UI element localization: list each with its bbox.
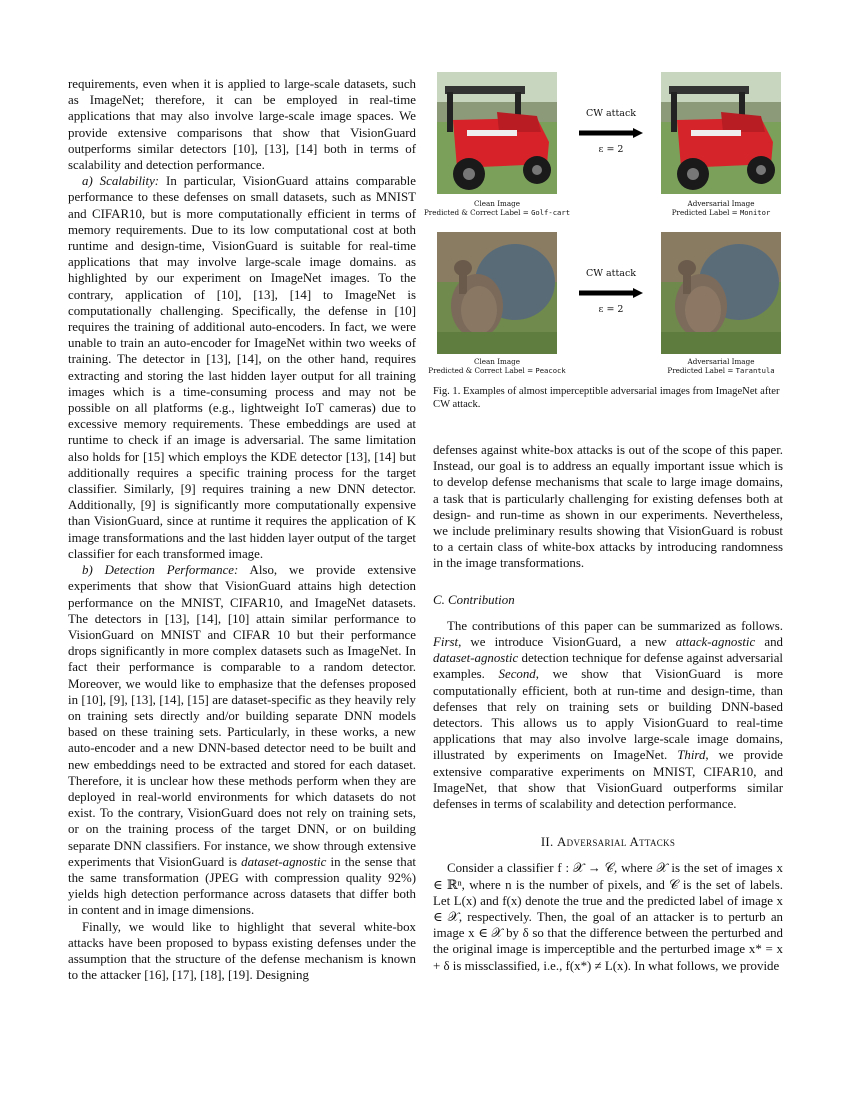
caption-title: Adversarial Image xyxy=(687,199,755,208)
golf-cart-adversarial-image xyxy=(661,72,781,194)
run-in-heading: a) Scalability: xyxy=(82,174,160,189)
figure-1 xyxy=(423,72,783,412)
predicted-label: Tarantula xyxy=(735,366,775,375)
attack-label: CW attack xyxy=(585,268,637,279)
paragraph-scalability xyxy=(68,173,416,562)
paragraph-text: , we provide extensive comparative experiments on MNIST, CIFAR10, and ImageNet, that show that VisionGuard outperforms similar defenses in terms of scalability and detection performance. xyxy=(433,748,783,812)
run-in-heading: b) Detection Performance: xyxy=(82,563,239,578)
paragraph-text: , we show that VisionGuard is more computationally efficient, both at run-time and design-time, than defenses that rely on training sets or building DNN-based detectors. This allows us to apply VisionGuard to real-time applications that may also involve large-scale image domains, illustrated by experiments on ImageNet. xyxy=(433,667,783,763)
section-heading-contribution: C. Contribution xyxy=(433,592,515,607)
paragraph: defenses against white-box attacks is out of the scope of this paper. Instead, our goal is to address an equally important issue which is to develop defense mechanisms that scale to large image domains, a task that is particularly challenging for existing defenses both at design- and run-time as shown in our experiments. Nevertheless, we include preliminary results showing that VisionGuard is robust to a certain class of white-box attacks by introducing randomness in the image transformations. xyxy=(433,443,783,571)
section-title: Adversarial Attacks xyxy=(557,835,676,850)
caption-label xyxy=(422,366,572,375)
predicted-label: Golf-cart xyxy=(531,208,571,217)
caption-title: Clean Image xyxy=(473,199,521,208)
paragraph-detection-performance xyxy=(68,562,416,918)
paragraph-text: Also, we provide extensive experiments that show that VisionGuard attains high detection performance on the MNIST, CIFAR10, and ImageNet datasets. The detectors in [13], [14], [10] attain similar performance to VisionGuard on MNIST and CIFAR 10 but their performance drops significantly in more complex datasets such as ImageNet. In fact their performance is comparable to a random detector. Moreover, we would like to emphasize that the defenses proposed in [10], [9], [13], [14], [15] are dataset-specific as they heavily rely on training sets directly and/or building separate DNN models based on these training sets. Particularly, in these works, a new auto-encoder and a new DNN-based detector need to be built and new embeddings need to be extracted and stored for each dataset. Therefore, it is unclear how these methods perform when they are deployed in real-world environments for which datasets do not exist. To the contrary, VisionGuard does not rely on training sets, or on the training process of the target DNN, or on building separate DNN classifiers. For instance, we show through extensive experiments that VisionGuard is xyxy=(68,563,416,869)
label-prefix: Predicted & Correct Label = xyxy=(423,208,532,217)
caption-title: Adversarial Image xyxy=(687,357,755,366)
epsilon-label: ε = 2 xyxy=(598,144,624,155)
attack-label: CW attack xyxy=(585,108,637,119)
emphasis: dataset-agnostic xyxy=(241,854,327,869)
golf-cart-clean-image xyxy=(437,72,557,194)
paragraph-text: In particular, VisionGuard attains comparable performance to these defenses on small datasets, such as MNIST and CIFAR10, but is more computationally efficient in terms of memory requirements. Due to its low computational cost at both runtime and design-time, VisionGuard is suitable for real-time applications that may involve large-scale image domains. as highlighted by our experiment on ImageNet images. To the contrary, application of [10], [13], [14] to ImageNet is computationally challenging. Specifically, the defense in [10] requires the training of additional auto-encoders. In fact, we were unable to train an auto-encoder for ImageNet within two weeks of training. The detector in [13], [14], on the other hand, requires extracting and storing the last hidden layer output for all training images which is a time-consuming process and may not be possible on all platforms (e.g., lightweight IoT cameras) due to excessive memory requirements. These embeddings are used at runtime to check if an image is adversarial. The same limitation also holds for [15] which employs the KDE detector [13], [14] but additionally requires a specific training process for the target classifier. Similarly, [9] requires training a new DNN detector. Additionally, [9] is significantly more computationally expensive than VisionGuard, since at runtime it requires the application of K image transformations and the last hidden layer output of the target classifier for each transformed image. xyxy=(68,174,416,561)
predicted-label: Peacock xyxy=(535,366,566,375)
label-prefix: Predicted & Correct Label = xyxy=(428,366,536,375)
paragraph-contributions xyxy=(433,618,783,812)
caption-label xyxy=(646,366,796,375)
section-heading-adversarial-attacks xyxy=(433,834,783,850)
image-caption xyxy=(646,357,796,375)
right-column xyxy=(433,442,783,974)
emphasis: First xyxy=(433,635,459,650)
figure-caption: Fig. 1. Examples of almost imperceptible adversarial images from ImageNet after CW attack. xyxy=(433,386,780,410)
image-caption xyxy=(646,199,796,217)
peacock-adversarial-image xyxy=(661,232,781,354)
image-caption xyxy=(422,199,572,217)
left-column xyxy=(68,76,416,983)
paragraph-text: The contributions of this paper can be summarized as follows. xyxy=(447,618,783,633)
label-prefix: Predicted Label = xyxy=(671,208,740,217)
paragraph-text: detection technique for defense against adversarial examples. xyxy=(433,651,783,682)
arrow-right-icon xyxy=(579,288,643,298)
epsilon-label: ε = 2 xyxy=(598,304,624,315)
paragraph: Consider a classifier f : 𝒳 → 𝒞, where 𝒳 is the set of images x ∈ ℝⁿ, where n is the number of pixels, and 𝒞 is the set of labels. Let L(x) and f(x) denote the true and the predicted label of image x ∈ 𝒳, respectively. Then, the goal of an attacker is to perturb an image x ∈ 𝒳 by δ so that the difference between the perturbed and the original image is imperceptible and the perturbed image x* = x + δ is missclassified, i.e., f(x*) ≠ L(x). In what follows, we provide xyxy=(433,861,783,973)
paragraph: Finally, we would like to highlight that several white-box attacks have been proposed to bypass existing defenses under the assumption that the structure of the defense mechanism is known to the attacker [16], [17], [18], [19]. Designing xyxy=(68,919,416,983)
label-prefix: Predicted Label = xyxy=(667,366,736,375)
emphasis: attack-agnostic xyxy=(675,635,756,650)
paragraph-text: in the sense that the same transformation (JPEG with compression quality 92%) yields high detection performance across datasets that differ both in content and in image dimensions. xyxy=(68,854,417,918)
section-number: II. xyxy=(540,835,558,850)
emphasis: Second xyxy=(498,667,536,682)
predicted-label: Monitor xyxy=(739,208,771,217)
arrow-right-icon xyxy=(579,128,643,138)
caption-title: Clean Image xyxy=(473,357,521,366)
paragraph-text: , we introduce VisionGuard, a new xyxy=(458,635,676,650)
paragraph-text: and xyxy=(755,635,783,650)
peacock-clean-image xyxy=(437,232,557,354)
emphasis: dataset-agnostic xyxy=(433,651,519,666)
caption-label xyxy=(646,208,796,217)
paragraph: requirements, even when it is applied to large-scale datasets, such as ImageNet; therefore, it can be employed in real-time applications that may also involve large-scale image spaces. We provide extensive comparisons that show that VisionGuard outperforms similar detectors [10], [13], [14] both in terms of scalability and detection performance. xyxy=(68,77,416,173)
caption-label xyxy=(422,208,572,217)
image-caption xyxy=(422,357,572,375)
emphasis: Third xyxy=(677,748,706,763)
